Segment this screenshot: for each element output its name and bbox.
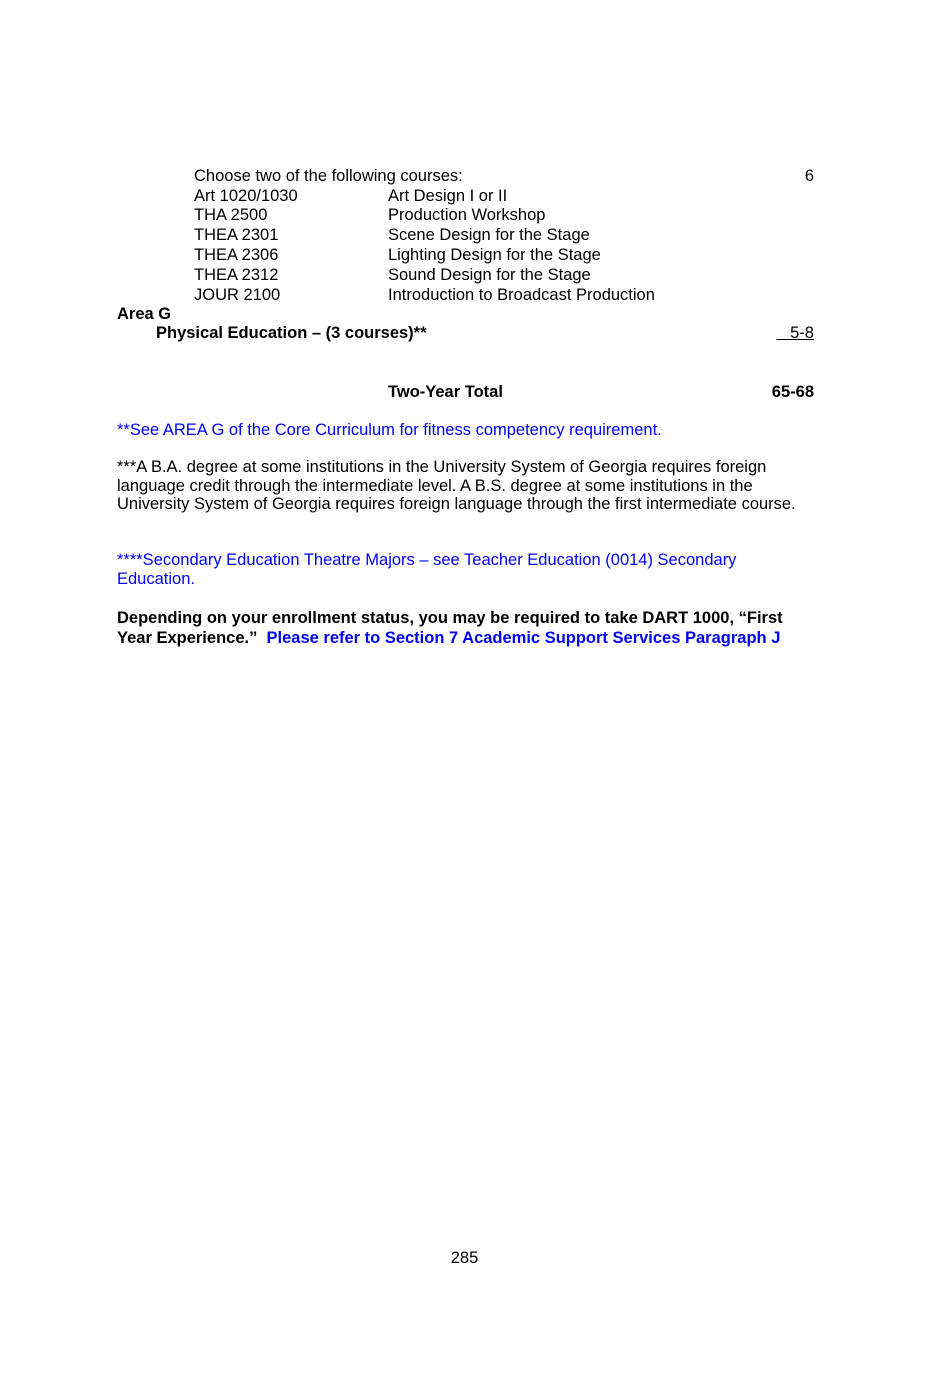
area-g-heading: Area G — [117, 305, 172, 323]
foreign-language-note: ***A B.A. degree at some institutions in the University System of Georgia requires foreign language credit through the intermediate level. A B.S. degree at some institutions in the University System of Georgia requires foreign language through the first intermediate course. — [117, 458, 796, 514]
secondary-education-note-link[interactable]: ****Secondary Education Theatre Majors – see Teacher Education (0014) Secondary Education. — [117, 551, 737, 588]
course-code: THEA 2312 — [194, 266, 279, 284]
course-code: THEA 2301 — [194, 226, 279, 244]
choose-courses-label: Choose two of the following courses: — [194, 167, 463, 185]
two-year-total-hours: 65-68 — [771, 383, 814, 401]
course-title: Sound Design for the Stage — [388, 266, 591, 284]
physical-education-hours: 5-8 — [790, 324, 814, 342]
physical-education-label: Physical Education – (3 courses)** — [156, 324, 427, 342]
course-code: THEA 2306 — [194, 246, 279, 264]
enrollment-note — [117, 609, 817, 648]
course-title: Introduction to Broadcast Production — [388, 286, 655, 304]
page-number: 285 — [450, 1249, 479, 1267]
enrollment-note-text: Depending on your enrollment status, you may be required to take DART 1000, “First Year Experience.” — [117, 609, 783, 647]
two-year-total-label: Two-Year Total — [388, 383, 503, 401]
course-title: Lighting Design for the Stage — [388, 246, 601, 264]
course-title: Art Design I or II — [388, 187, 508, 205]
fitness-note-link[interactable]: **See AREA G of the Core Curriculum for fitness competency requirement. — [117, 421, 662, 439]
course-code: THA 2500 — [194, 206, 268, 224]
academic-support-link[interactable]: Please refer to Section 7 Academic Support Services Paragraph J — [266, 628, 781, 647]
course-title: Production Workshop — [388, 206, 546, 224]
course-code: JOUR 2100 — [194, 286, 281, 304]
choose-courses-hours: 6 — [804, 167, 814, 185]
course-code: Art 1020/1030 — [194, 187, 298, 205]
course-title: Scene Design for the Stage — [388, 226, 590, 244]
